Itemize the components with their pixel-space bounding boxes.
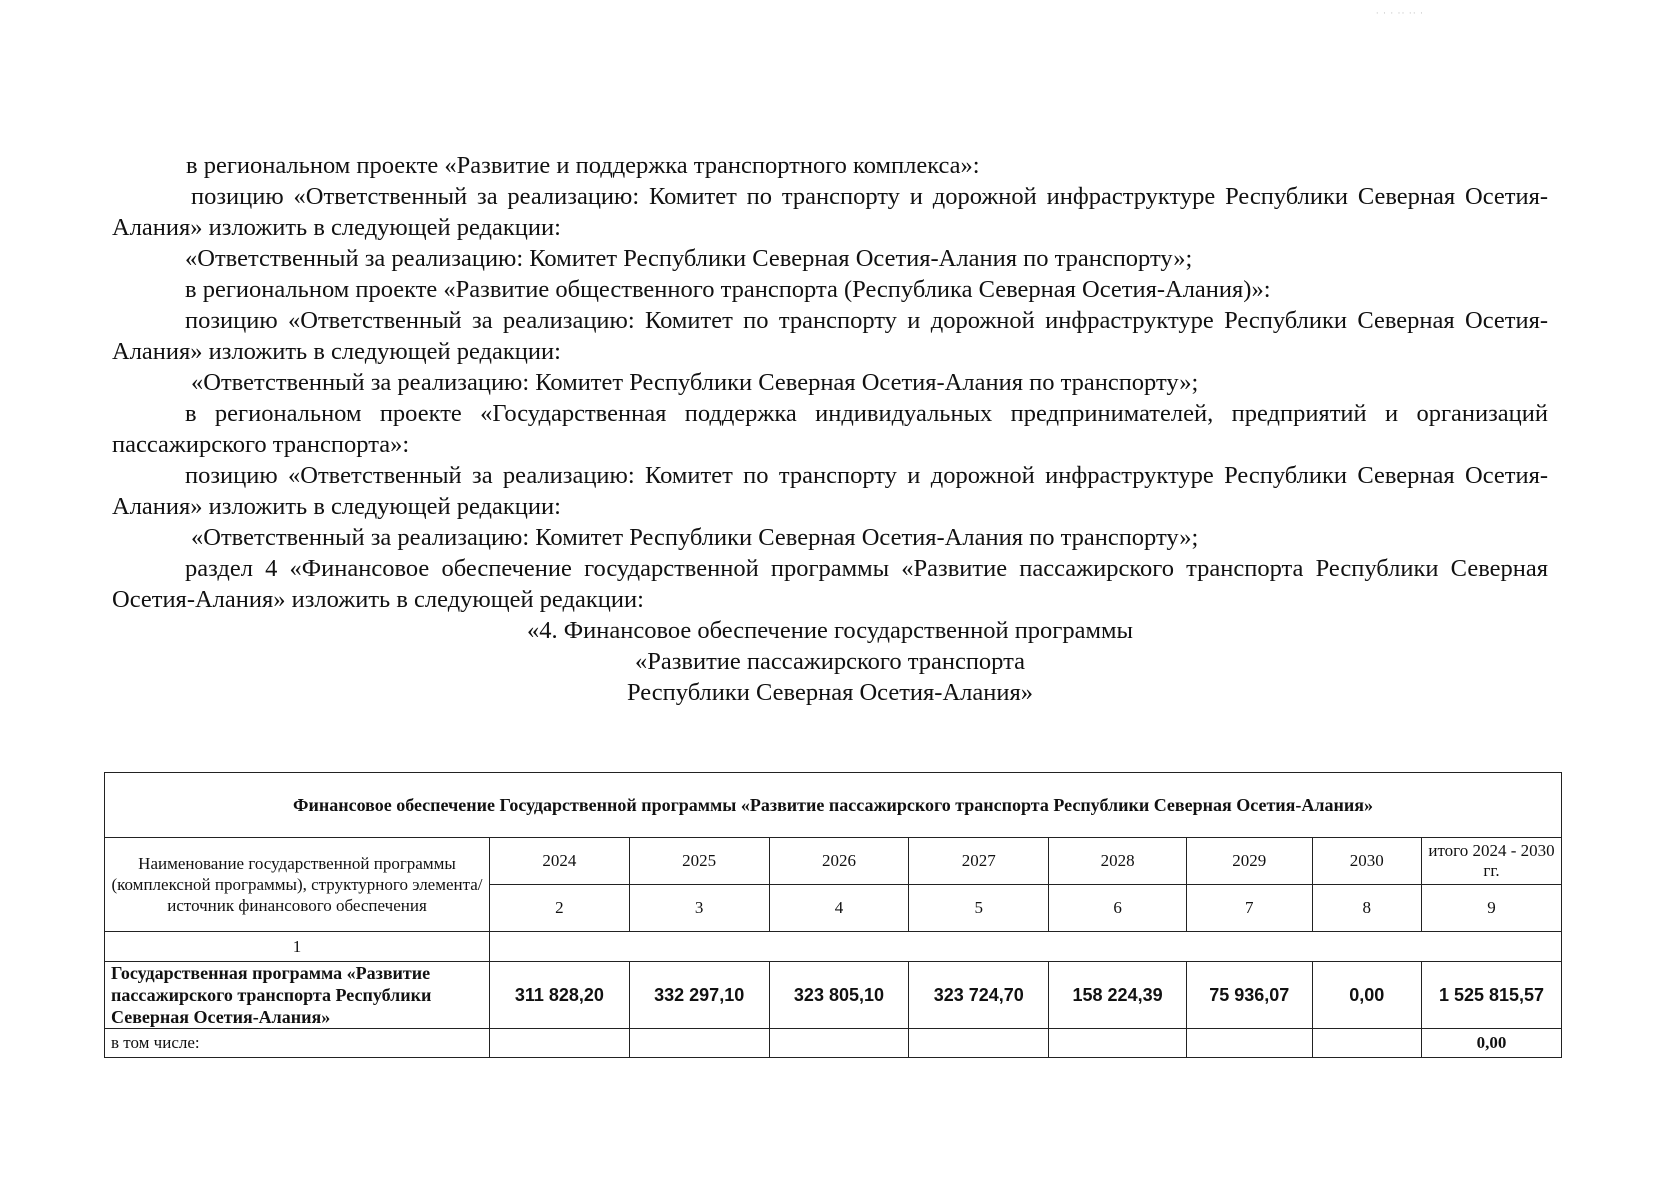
year-header: 2024 — [489, 838, 629, 885]
column-number: 7 — [1186, 885, 1312, 932]
program-value: 332 297,10 — [629, 962, 769, 1029]
year-header: 2025 — [629, 838, 769, 885]
program-value: 323 724,70 — [909, 962, 1049, 1029]
empty-cell — [909, 1029, 1049, 1058]
empty-cell — [489, 932, 1561, 962]
program-total: 1 525 815,57 — [1421, 962, 1561, 1029]
year-header: 2026 — [769, 838, 909, 885]
section-heading — [112, 615, 1548, 708]
section-heading-line: «4. Финансовое обеспечение государственной программы — [527, 617, 1133, 644]
paragraph: в региональном проекте «Развитие общественного транспорта (Республика Северная Осетия-Алания)»: — [185, 276, 1271, 303]
column-number: 2 — [489, 885, 629, 932]
column-number: 9 — [1421, 885, 1561, 932]
paragraph: «Ответственный за реализацию: Комитет Республики Северная Осетия-Алания по транспорту»; — [185, 245, 1193, 272]
financing-table-wrapper — [104, 772, 1562, 1058]
paragraph: раздел 4 «Финансовое обеспечение государственной программы «Развитие пассажирского транспорта Республики Северная Осетия-Алания» изложить в следующей редакции: — [112, 555, 1548, 613]
year-header: 2030 — [1312, 838, 1421, 885]
paragraph: «Ответственный за реализацию: Комитет Республики Северная Осетия-Алания по транспорту»; — [191, 369, 1199, 396]
including-total: 0,00 — [1421, 1029, 1561, 1058]
empty-cell — [1049, 1029, 1187, 1058]
empty-cell — [629, 1029, 769, 1058]
including-label: в том числе: — [105, 1029, 490, 1058]
program-value: 75 936,07 — [1186, 962, 1312, 1029]
name-column-header: Наименование государственной программы (комплексной программы), структурного элемента/источник финансового обеспечения — [105, 838, 490, 932]
paragraph: позицию «Ответственный за реализацию: Комитет по транспорту и дорожной инфраструктуре Республики Северная Осетия-Алания» изложить в следующей редакции: — [112, 183, 1548, 241]
paragraph: «Ответственный за реализацию: Комитет Республики Северная Осетия-Алания по транспорту»; — [191, 524, 1199, 551]
name-column-number: 1 — [105, 932, 490, 962]
empty-cell — [1312, 1029, 1421, 1058]
paragraph: позицию «Ответственный за реализацию: Комитет по транспорту и дорожной инфраструктуре Республики Северная Осетия-Алания» изложить в следующей редакции: — [112, 462, 1548, 520]
financing-table — [104, 772, 1562, 1058]
column-number: 6 — [1049, 885, 1187, 932]
paragraph: в региональном проекте «Государственная поддержка индивидуальных предпринимателей, предприятий и организаций пассажирского транспорта»: — [112, 400, 1548, 458]
program-value: 323 805,10 — [769, 962, 909, 1029]
program-value: 158 224,39 — [1049, 962, 1187, 1029]
column-number: 3 — [629, 885, 769, 932]
scan-corner-mark: · · · ·· ·· · — [1375, 8, 1424, 18]
table-caption: Финансовое обеспечение Государственной программы «Развитие пассажирского транспорта Республики Северная Осетия-Алания» — [105, 773, 1562, 838]
paragraph: позицию «Ответственный за реализацию: Комитет по транспорту и дорожной инфраструктуре Республики Северная Осетия-Алания» изложить в следующей редакции: — [112, 307, 1548, 365]
year-header: 2028 — [1049, 838, 1187, 885]
empty-cell — [1186, 1029, 1312, 1058]
program-name: Государственная программа «Развитие пассажирского транспорта Республики Северная Осетия-Алания» — [105, 962, 490, 1029]
column-number: 4 — [769, 885, 909, 932]
column-number: 5 — [909, 885, 1049, 932]
column-number: 8 — [1312, 885, 1421, 932]
program-value: 311 828,20 — [489, 962, 629, 1029]
empty-cell — [769, 1029, 909, 1058]
year-header: 2029 — [1186, 838, 1312, 885]
year-header: 2027 — [909, 838, 1049, 885]
paragraph: в региональном проекте «Развитие и поддержка транспортного комплекса»: — [186, 152, 980, 179]
total-header: итого 2024 - 2030 гг. — [1421, 838, 1561, 885]
section-heading-line: «Развитие пассажирского транспорта — [634, 648, 1025, 675]
empty-cell — [489, 1029, 629, 1058]
section-heading-line: Республики Северная Осетия-Алания» — [627, 679, 1033, 706]
document-body — [112, 150, 1548, 708]
program-value: 0,00 — [1312, 962, 1421, 1029]
